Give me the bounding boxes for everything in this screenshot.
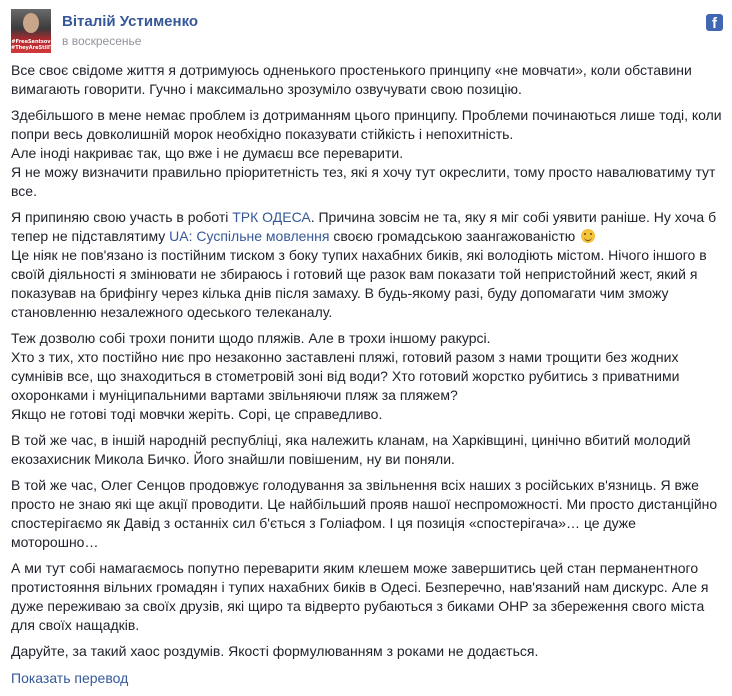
paragraph-2-line-3: Я не можу визначити правильно пріоритетність тез, які я хочу тут окреслити, тому просто навалюватиму тут все. [11,164,716,199]
paragraph-2 [11,106,723,201]
post-body [11,61,723,668]
paragraph-3 [11,208,723,322]
paragraph-2-line-1: Здебільшого в мене немає проблем із дотриманням цього принципу. Проблеми починаються лише тоді, коли попри весь довколишній морок необхідно показувати стійкість і непохитність. [11,107,722,142]
paragraph-3-text-a: Я припиняю свою участь в роботі [11,209,233,225]
paragraph-3-text-d: Це ніяк не пов'язано із постійним тиском з боку тупих нахабних биків, які володіють містом. Нічого іншого в своїй діяльності я змінювати не збираюсь і готовий ще разок вам показати той непристойний жест, який я показував на брифінгу через кілька днів після замаху. В будь-якому разі, буду допомагати чим зможу становленню незалежного одеського телеканалу. [11,247,707,320]
author-name[interactable]: Віталій Устименко [62,13,199,30]
avatar-tag: #FreeSentsov #TheyAreStillThere [11,39,66,51]
trk-odesa-link[interactable]: ТРК ОДЕСА [232,209,311,225]
ua-public-broadcasting-link[interactable]: UA: Суспільне мовлення [169,228,330,244]
paragraph-5: В той же час, в іншій народній республіці, яка належить кланам, на Харківщині, цинічно вбитий молодий екозахисник Микола Бичко. Його знайшли повішеним, ну ви поняли. [11,432,691,467]
avatar-face [23,13,39,33]
paragraph-3-text-b: . Причина зовсім не та, яку я міг собі уявити раніше. Ну хоча б тепер не підставлятиму [11,209,717,244]
paragraph-7: А ми тут собі намагаємось попутно переварити яким клешем може завершитись цей стан перманентного протистояння вільних громадян і тупих нахабних биків в Одесі. Безперечно, нав'язаний нам дискурс. Але я дуже переживаю за своїх друзів, які щиро та відверто рубаються з биками ОНР за збереження свого міста для своїх нащадків. [11,560,709,633]
show-translation-link[interactable]: Показать перевод [11,670,129,686]
facebook-icon[interactable]: f [706,14,723,31]
paragraph-1: Все своє свідоме життя я дотримуюсь одненького простенького принципу «не мовчати», коли обставини вимагають говорити. Гучно і максимально зрозуміло озвучувати свою позицію. [11,62,692,97]
paragraph-4-line-1: Теж дозволю собі трохи понити щодо пляжів. Але в трохи іншому ракурсі. [11,330,491,346]
paragraph-4 [11,329,723,424]
smiley-icon [581,229,595,243]
post-timestamp[interactable]: в воскресенье [62,34,142,48]
paragraph-6: В той же час, Олег Сенцов продовжує голодування за звільнення всіх наших з російських в'язниць. Я вже просто не знаю які ще акції проводити. Це найбільший прояв нашої неспроможності. Ми просто дистанційно спостерігаємо як Давід з останніх сил б'ється з Голіафом. І ця позиція «спостерігача»… це дуже моторошно… [11,477,718,550]
paragraph-3-text-c: своєю громадською заангажованістю [329,228,576,244]
post-header [11,9,723,55]
paragraph-2-line-2: Але іноді накриває так, що вже і не думаєш все переварити. [11,145,404,161]
paragraph-4-line-2: Хто з тих, хто постійно ниє про незаконно заставлені пляжі, готовий разом з нами трощити без жодних сумнівів все, що знаходиться в стометровій зоні від води? Хто готовий жорстко рубитись з приватними охоронками і муніципальними вартами звільняючи пляж за пляжем? [11,349,680,403]
paragraph-8: Даруйте, за такий хаос роздумів. Якості формулюванням з роками не додається. [11,643,539,659]
avatar[interactable] [11,9,66,53]
paragraph-4-line-3: Якщо не готові тоді мовчки жеріть. Сорі, це справедливо. [11,406,383,422]
